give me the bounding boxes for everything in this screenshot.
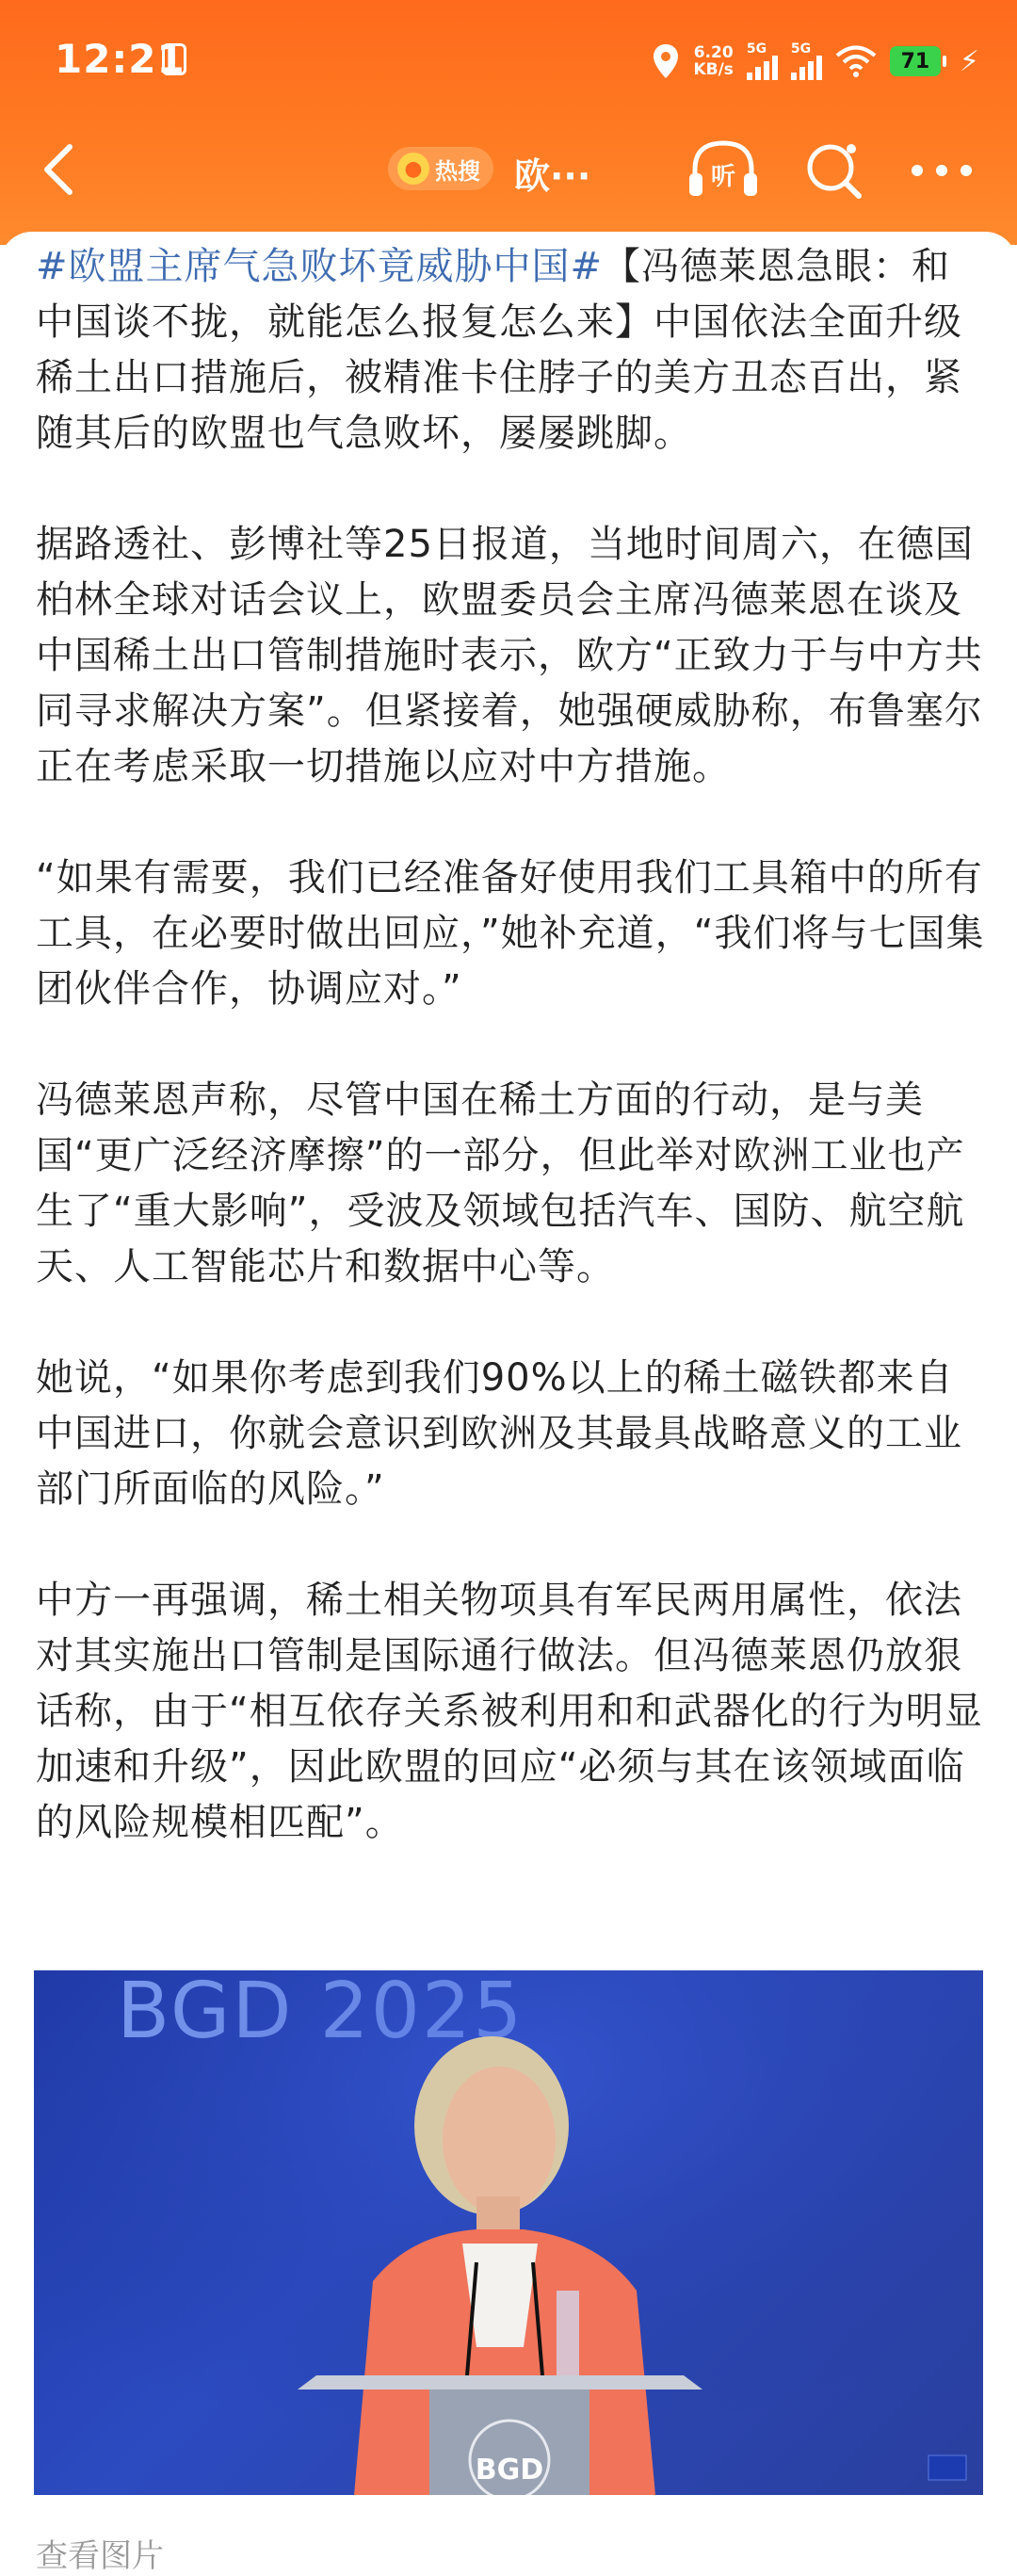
- charging-icon: ⚡: [959, 44, 979, 78]
- net-speed: [693, 44, 733, 78]
- paragraph-1: [36, 239, 985, 462]
- more-icon[interactable]: [906, 139, 977, 202]
- page-title[interactable]: 欧···: [514, 155, 591, 197]
- signal-icon-2: [791, 42, 822, 80]
- battery-icon: [890, 46, 941, 76]
- signal-icon: [747, 42, 778, 80]
- listen-icon[interactable]: [686, 136, 761, 203]
- nav-bar: [0, 122, 1017, 217]
- status-bar: [0, 0, 1017, 122]
- paragraph-5: 她说，“如果你考虑到我们90%以上的稀土磁铁都来自中国进口，你就会意识到欧洲及其最具战略意义的工业部门所面临的风险。”: [36, 1356, 962, 1511]
- flame-icon: ●: [397, 153, 429, 185]
- paragraph-6: 中方一再强调，稀土相关物项具有军民两用属性，依法对其实施出口管制是国际通行做法。但冯德莱恩仍放狠话称，由于“相互依存关系被利用和和武器化的行为明显加速和升级”，因此欧盟的回应“必须与其在该领域面临的风险规模相匹配”。: [36, 1579, 983, 1844]
- paragraph-4: 冯德莱恩声称，尽管中国在稀土方面的行动，是与美国“更广泛经济摩擦”的一部分，但此举对欧洲工业也产生了“重大影响”，受波及领域包括汽车、国防、航空航天、人工智能芯片和数据中心等。: [36, 1078, 965, 1288]
- partial-footer-text: 查看图片: [36, 2537, 164, 2575]
- vibrate-icon: [162, 43, 186, 75]
- topic-link[interactable]: #欧盟主席气急败坏竟威胁中国#: [36, 245, 604, 288]
- signal-label-2: 5G: [790, 41, 812, 57]
- battery-level: 71: [900, 49, 930, 73]
- article-image[interactable]: [34, 1970, 983, 2495]
- paragraph-3: “如果有需要，我们已经准备好使用我们工具箱中的所有工具，在必要时做出回应，”她补充道，“我们将与七国集团伙伴合作，协调应对。”: [36, 856, 985, 1011]
- podium-text: BGD: [475, 2454, 544, 2487]
- location-icon: [652, 42, 680, 80]
- article-body: [36, 239, 985, 1906]
- speaker-photo: [34, 1970, 983, 2495]
- status-right: [652, 38, 979, 85]
- net-speed-unit: KB/s: [693, 60, 734, 79]
- hot-search-badge[interactable]: [388, 147, 493, 190]
- wifi-icon: [835, 45, 877, 77]
- paragraph-1-text: 【冯德莱恩急眼：和中国谈不拢，就能怎么报复怎么来】中国依法全面升级稀土出口措施后，被精准卡住脖子的美方丑态百出，紧随其后的欧盟也气急败坏，屡屡跳脚。: [36, 245, 962, 455]
- net-speed-value: 6.20: [693, 43, 734, 62]
- status-time: 12:21: [55, 36, 186, 82]
- search-icon[interactable]: [802, 139, 868, 202]
- hot-search-label: 热搜: [435, 157, 480, 185]
- signal-label: 5G: [746, 41, 767, 57]
- paragraph-2: 据路透社、彭博社等25日报道，当地时间周六，在德国柏林全球对话会议上，欧盟委员会主席冯德莱恩在谈及中国稀土出口管制措施时表示，欧方“正致力于与中方共同寻求解决方案”。但紧接着，她强硬威胁称，布鲁塞尔正在考虑采取一切措施以应对中方措施。: [36, 523, 983, 788]
- listen-label: 听: [710, 163, 736, 191]
- back-icon[interactable]: [34, 141, 90, 198]
